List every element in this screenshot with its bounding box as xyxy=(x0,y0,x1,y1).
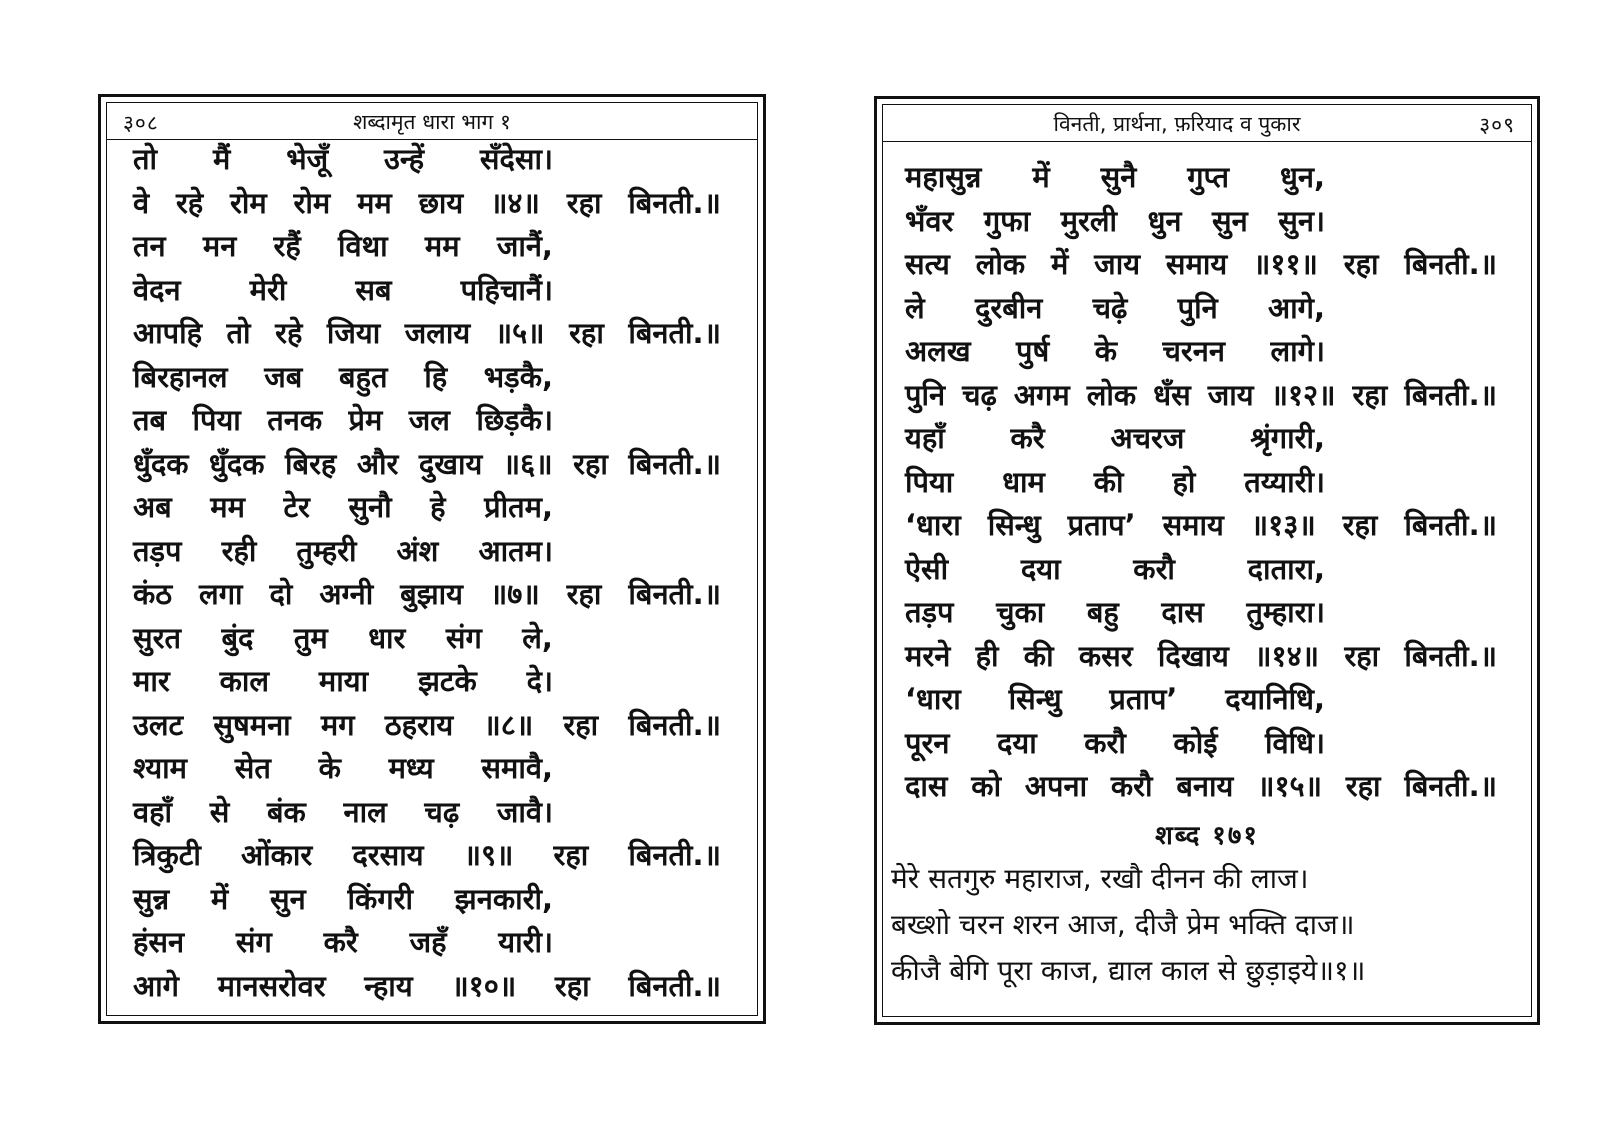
verse-line: तन मन रहैं विथा मम जानैं, xyxy=(133,229,553,263)
right-page-number: ३०९ xyxy=(1479,113,1515,137)
left-page-number: ३०८ xyxy=(123,111,159,135)
verse-line: ‘धारा सिन्धु प्रताप’ दयानिधि, xyxy=(905,682,1325,716)
shabd-line: मेरे सतगुरु महाराज, रखौ दीनन की लाज। xyxy=(891,862,1309,895)
right-page-header xyxy=(883,105,1531,142)
verse-line: अलख पुर्ष के चरनन लागे। xyxy=(905,334,1325,368)
left-page-frame xyxy=(106,102,758,1016)
left-page-header xyxy=(107,103,757,140)
verse-line: श्याम सेत के मध्य समावै, xyxy=(133,751,553,785)
verse-line: त्रिकुटी ओंकार दरसाय ॥९॥ रहा बिनती.॥ xyxy=(133,838,721,872)
verse-line: ऐसी दया करौ दातारा, xyxy=(905,551,1325,586)
verse-line: सुरत बुंद तुम धार संग ले, xyxy=(133,620,553,655)
shabd-line: कीजै बेगि पूरा काज, द्याल काल से छुड़ाइये॥१॥ xyxy=(891,954,1366,987)
verse-line: तो मैं भेजूँ उन्हें सँदेसा। xyxy=(133,142,553,176)
verse-line: मरने ही की कसर दिखाय ॥१४॥ रहा बिनती.॥ xyxy=(905,638,1497,673)
right-running-title: विनती, प्रार्थना, फ़रियाद व पुकार xyxy=(1053,112,1301,136)
verse-line: पिया धाम की हो तय्यारी। xyxy=(905,464,1325,499)
verse-line: वहाँ से बंक नाल चढ़ जावै। xyxy=(133,794,553,829)
right-page xyxy=(874,96,1540,1025)
verse-line: सत्य लोक में जाय समाय ॥११॥ रहा बिनती.॥ xyxy=(905,247,1497,281)
verse-line: तड़प चुका बहु दास तुम्हारा। xyxy=(905,595,1325,629)
verse-line: वे रहे रोम रोम मम छाय ॥४॥ रहा बिनती.॥ xyxy=(133,185,721,220)
verse-line: यहाँ करै अचरज श्रृंगारी, xyxy=(905,421,1325,455)
verse-line: तब पिया तनक प्रेम जल छिड़कै। xyxy=(133,403,553,437)
left-page xyxy=(98,94,766,1024)
verse-line: तड़प रही तुम्हरी अंश आतम। xyxy=(133,533,553,568)
verse-line: पूरन दया करौ कोई विधि। xyxy=(905,725,1325,760)
verse-line: पुनि चढ़ अगम लोक धँस जाय ॥१२॥ रहा बिनती.॥ xyxy=(905,377,1497,412)
verse-line: दास को अपना करौ बनाय ॥१५॥ रहा बिनती.॥ xyxy=(905,769,1497,803)
verse-line: कंठ लगा दो अग्नी बुझाय ॥७॥ रहा बिनती.॥ xyxy=(133,577,721,611)
verse-line: भँवर गुफा मुरली धुन सुन सुन। xyxy=(905,203,1325,238)
verse-line: बिरहानल जब बहुत हि भड़कै, xyxy=(133,359,553,394)
verse-line: सुन्न में सुन किंगरी झनकारी, xyxy=(133,881,553,916)
verse-line: आगे मानसरोवर न्हाय ॥१०॥ रहा बिनती.॥ xyxy=(133,968,721,1003)
verse-line: आपहि तो रहे जिया जलाय ॥५॥ रहा बिनती.॥ xyxy=(133,316,721,350)
verse-line: वेदन मेरी सब पहिचानैं। xyxy=(133,272,553,307)
verse-line: हंसन संग करै जहँ यारी। xyxy=(133,925,553,959)
verse-line: धुँदक धुँदक बिरह और दुखाय ॥६॥ रहा बिनती.॥ xyxy=(133,446,721,481)
shabd-heading: शब्द १७१ xyxy=(1155,820,1259,851)
verse-line: ले दुरबीन चढ़े पुनि आगे, xyxy=(905,290,1325,325)
right-page-frame xyxy=(882,104,1532,1017)
verse-line: मार काल माया झटके दे। xyxy=(133,664,553,698)
verse-line: महासुन्न में सुनै गुप्त धुन, xyxy=(905,160,1325,194)
left-running-title: शब्दामृत धारा भाग १ xyxy=(353,110,511,134)
shabd-line: बख्शो चरन शरन आज, दीजै प्रेम भक्ति दाज॥ xyxy=(891,908,1355,941)
verse-line: उलट सुषमना मग ठहराय ॥८॥ रहा बिनती.॥ xyxy=(133,707,721,742)
verse-line: ‘धारा सिन्धु प्रताप’ समाय ॥१३॥ रहा बिनती.॥ xyxy=(905,508,1497,542)
verse-line: अब मम टेर सुनौ हे प्रीतम, xyxy=(133,490,553,524)
